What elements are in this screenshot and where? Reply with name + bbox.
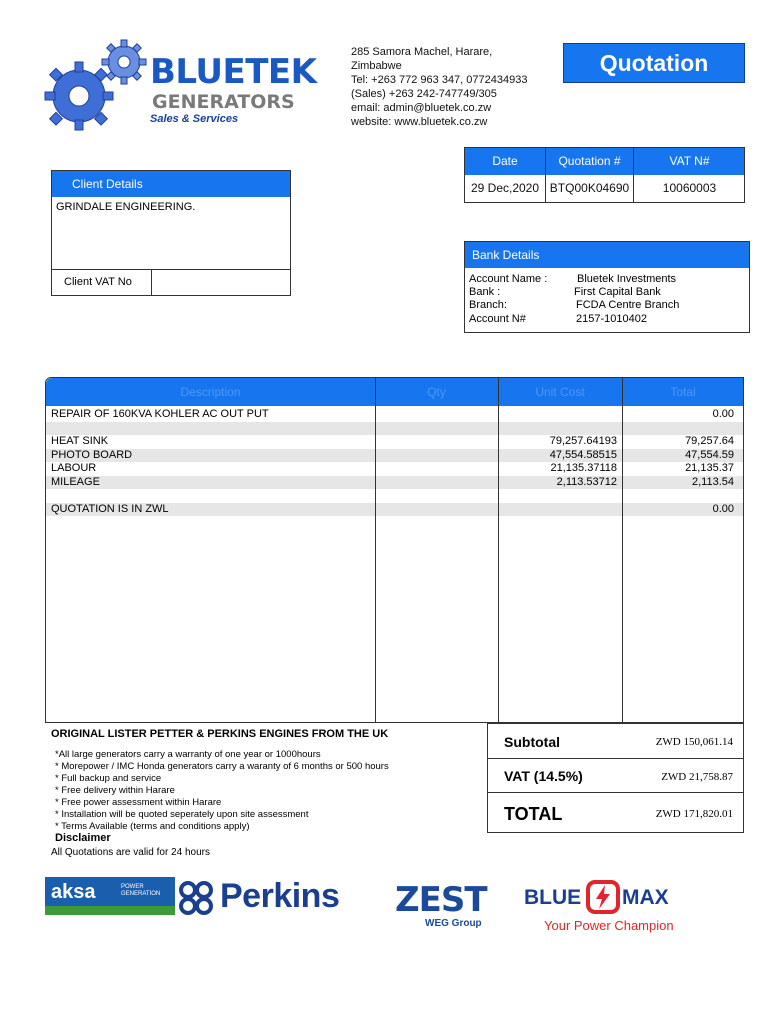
zest-logo-text: ZEST [395, 880, 487, 920]
zest-logo [395, 878, 495, 934]
address-line: 285 Samora Machel, Harare, [351, 46, 493, 58]
items-header-total: Total [670, 385, 696, 399]
note-line: * Morepower / IMC Honda generators carry a waranty of 6 months or 500 hours [55, 761, 389, 772]
item-description: LABOUR [51, 462, 97, 474]
bank-value: Bluetek Investments [577, 273, 677, 285]
meta-date-value: 29 Dec,2020 [470, 181, 540, 195]
bank-details-header: Bank Details [465, 242, 749, 268]
table-row [46, 462, 743, 475]
item-description: REPAIR OF 160KVA KOHLER AC OUT PUT [51, 408, 269, 420]
item-unit-cost: 21,135.37118 [550, 462, 617, 474]
bank-value: FCDA Centre Branch [576, 299, 680, 311]
engines-origin-note: ORIGINAL LISTER PETTER & PERKINS ENGINES FROM THE UK [51, 728, 389, 740]
aksa-sub-line: GENERATION [121, 891, 161, 897]
note-line: * Free power assessment within Harare [55, 797, 222, 808]
meta-vat-header: VAT N# [669, 154, 710, 168]
item-total: 79,257.64 [685, 435, 734, 447]
vat-row [488, 759, 743, 791]
table-row [46, 476, 743, 489]
subtotal-label: Subtotal [504, 734, 560, 750]
perkins-logo-text: Perkins [220, 877, 340, 915]
company-logo [34, 36, 334, 132]
bank-value: First Capital Bank [574, 286, 661, 298]
disclaimer-text: All Quotations are valid for 24 hours [51, 847, 210, 858]
bank-row-account-name [469, 273, 677, 286]
aksa-logo [45, 877, 175, 915]
item-total: 0.00 [712, 503, 734, 515]
items-header-description: Description [180, 385, 241, 399]
aksa-logo-subtitle [121, 884, 160, 898]
client-details-box [51, 170, 291, 296]
item-unit-cost: 2,113.53712 [556, 476, 617, 488]
item-total: 0.00 [712, 408, 734, 420]
note-line: * Terms Available (terms and conditions apply) [55, 821, 250, 832]
bank-value: 2157-1010402 [576, 313, 647, 325]
table-row [46, 422, 743, 435]
item-total: 47,554.59 [685, 449, 734, 461]
aksa-logo-text: aksa [51, 881, 96, 903]
company-address [351, 45, 527, 129]
brand-subtitle: GENERATORS [152, 91, 295, 113]
bank-row-bank [469, 286, 661, 299]
bluemax-bolt-icon [586, 880, 620, 914]
bluemax-logo [520, 872, 735, 936]
item-unit-cost: 47,554.58515 [549, 449, 617, 461]
zest-logo-subtitle: WEG Group [425, 918, 482, 929]
note-line: * Free delivery within Harare [55, 785, 175, 796]
perkins-logo [176, 872, 388, 922]
items-header-row [46, 378, 743, 406]
column-divider [622, 378, 623, 722]
item-unit-cost: 79,257.64193 [549, 435, 617, 447]
bank-label: Bank : [469, 286, 501, 298]
client-details-header: Client Details [52, 171, 290, 197]
vat-label: VAT (14.5%) [504, 768, 583, 784]
item-total: 2,113.54 [691, 476, 734, 488]
item-description: HEAT SINK [51, 435, 109, 447]
table-row [46, 449, 743, 462]
bank-row-account-number [469, 313, 647, 326]
item-description: QUOTATION IS IN ZWL [51, 503, 169, 515]
meta-quotation-header: Quotation # [558, 154, 621, 168]
items-table [45, 377, 744, 723]
meta-quotation-value: BTQ00K04690 [549, 181, 630, 195]
quotation-meta-table [464, 147, 745, 203]
bank-label: Account N# [469, 313, 526, 325]
disclaimer-title: Disclaimer [55, 832, 111, 844]
table-row [46, 489, 743, 502]
divider [545, 148, 546, 202]
bank-details-box [464, 241, 750, 333]
item-total: 21,135.37 [685, 462, 734, 474]
client-name: GRINDALE ENGINEERING. [56, 201, 196, 213]
total-label: TOTAL [504, 804, 563, 824]
table-row [46, 435, 743, 448]
table-row [46, 503, 743, 516]
terms-notes [55, 749, 389, 833]
brand-name: BLUETEK [150, 52, 317, 92]
subtotal-value: ZWD 150,061.14 [655, 736, 733, 748]
address-phone: Tel: +263 772 963 347, 0772434933 [351, 74, 528, 86]
address-website: website: www.bluetek.co.zw [351, 116, 488, 128]
meta-vat-value: 10060003 [662, 181, 717, 195]
note-line: *All large generators carry a warranty of one year or 1000hours [55, 749, 321, 760]
brand-tagline: Sales & Services [150, 113, 239, 125]
note-line: * Installation will be quoted seperately upon site assessment [55, 809, 309, 820]
aksa-logo-stripe [45, 906, 175, 915]
vat-value: ZWD 21,758.87 [661, 771, 733, 783]
address-email: email: admin@bluetek.co.zw [351, 102, 492, 114]
bluemax-slogan: Your Power Champion [544, 918, 674, 933]
item-description: PHOTO BOARD [51, 449, 133, 461]
total-row [488, 793, 743, 833]
items-header-qty: Qty [427, 385, 446, 399]
perkins-emblem-icon [176, 878, 216, 918]
client-vat-label: Client VAT No [64, 276, 132, 288]
table-row [46, 408, 743, 421]
bank-label: Branch: [469, 299, 507, 311]
divider [633, 148, 634, 202]
gear-small-icon [96, 36, 152, 88]
items-header-unit-cost: Unit Cost [535, 385, 585, 399]
document-title: Quotation [563, 43, 745, 83]
address-line: Zimbabwe [351, 60, 402, 72]
subtotal-row [488, 724, 743, 757]
column-divider [375, 378, 376, 722]
totals-box [487, 723, 744, 833]
column-divider [498, 378, 499, 722]
item-description: MILEAGE [51, 476, 100, 488]
client-vat-row [52, 269, 290, 296]
bluemax-logo-right-text: MAX [622, 886, 669, 909]
bluemax-logo-left-text: BLUE [524, 886, 582, 909]
bank-row-branch [469, 299, 680, 312]
aksa-sub-line: POWER [121, 884, 144, 890]
divider [151, 270, 152, 296]
note-line: * Full backup and service [55, 773, 162, 784]
bank-label: Account Name : [469, 273, 548, 285]
address-sales-phone: (Sales) +263 242-747749/305 [351, 88, 497, 100]
total-value: ZWD 171,820.01 [655, 808, 733, 820]
meta-date-header: Date [492, 154, 518, 168]
